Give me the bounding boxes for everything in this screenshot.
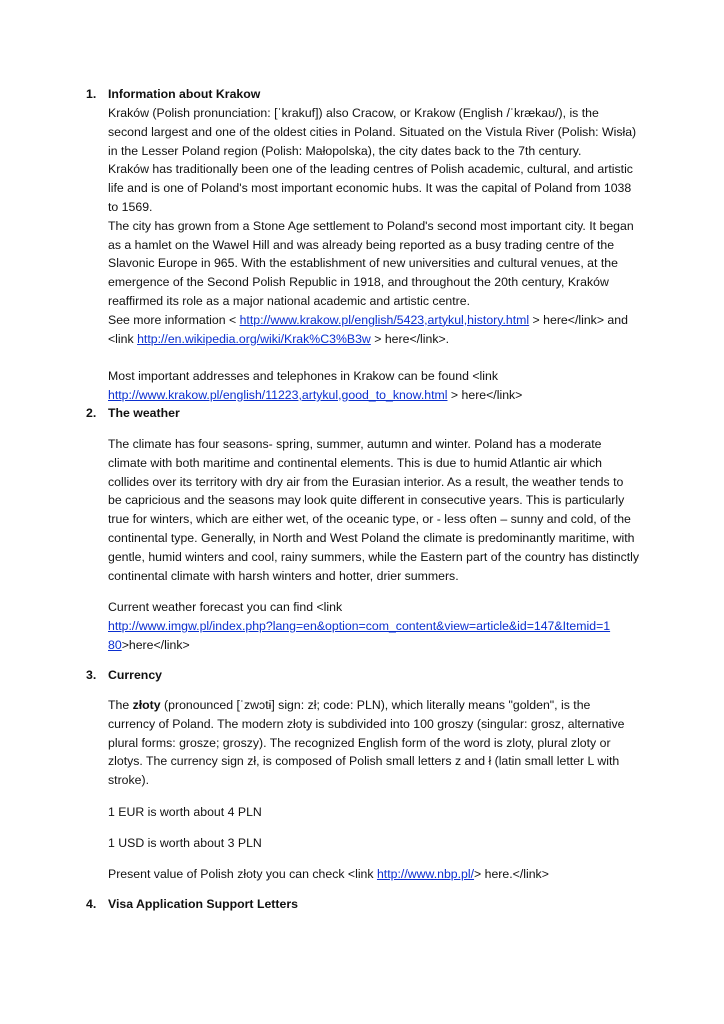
more-info-text: See more information < [108, 312, 240, 327]
section-2-number: 2. [86, 406, 97, 420]
addresses-text: Most important addresses and telephones in Krakow can be found <link [108, 369, 498, 384]
krakow-addresses [108, 367, 640, 405]
krakow-paragraph-2: Kraków has traditionally been one of the leading centres of Polish academic, cultural, and artistic life and is one of Poland's most important economic hubs. It was the capital of Poland from 1038 to 1569. [108, 162, 633, 214]
section-3-heading: Currency [108, 668, 162, 682]
krakow-paragraph-1: Kraków (Polish pronunciation: [ˈkrakuf]) also Cracow, or Krakow (English /ˈkrækaʊ/), is the second largest and one of the oldest cities in Poland. Situated on the Vistula River (Polish: Wisła) in the Lesser Poland region (Polish: Małopolska), the city dates back to the 7th century. [108, 106, 637, 158]
nbp-link[interactable]: http://www.nbp.pl/ [376, 867, 475, 881]
present-value: Present value of Polish złoty you can check <link http://www.nbp.pl/> here.</link> [108, 867, 549, 881]
section-1-heading: Information about Krakow [108, 87, 261, 101]
weather-paragraph: The climate has four seasons- spring, summer, autumn and winter. Poland has a moderate climate with both maritime and continental elements. This is due to humid Atlantic air which collides over its territory with dry air from the Eurasian interior. As a result, the weather tends to be capricious and the seasons may look quite different in consecutive years. This is particularly true for winters, which are either wet, of the oceanic type, or - less often – sunny and cold, of the continental type. Generally, in North and West Poland the climate is predominantly maritime, with gentle, humid winters and cool, rainy summers, while the Eastern part of the country has distinctly continental climate with harsh winters and hotter, drier summers. [108, 437, 640, 583]
forecast-text: Current weather forecast you can find <link [108, 600, 343, 614]
section-4-number: 4. [86, 897, 97, 911]
section-4-heading: Visa Application Support Letters [108, 897, 298, 911]
krakow-paragraph-3: The city has grown from a Stone Age settlement to Poland's second most important city. It began as a hamlet on the Wawel Hill and was already being reported as a busy trading centre of the Slavonic Europe in 965. With the establishment of new universities and cultural venues, at the emergence of the Second Polish Republic in 1918, and throughout the 20th century, Kraków reaffirmed its role as a major national academic and artistic centre. [108, 218, 634, 308]
section-3-number: 3. [86, 668, 97, 682]
imgw-forecast-link[interactable]: http://www.imgw.pl/index.php?lang=en&option=com_content&view=article&id=147&Itemid=1 80 [108, 618, 611, 652]
section-1-number: 1. [86, 87, 97, 101]
currency-paragraph: The złoty (pronounced [ˈzwɔtɨ] sign: zł; code: PLN), which literally means "golden", is the currency of Poland. The modern złoty is subdivided into 100 groszy (singular: grosz, alternative plural forms: grosze; groszy). The recognized English form of the word is zloty, plural zloty or zlotys. The currency sign zł, is composed of Polish small letters z and ł (latin small letter L with stroke). [108, 698, 625, 788]
section-2-heading: The weather [108, 406, 180, 420]
spacer [108, 348, 640, 367]
zloty-term: złoty [132, 698, 161, 712]
more-info-mid-text: > here</link> and <link [108, 312, 628, 346]
forecast-end-text: >here</link> [121, 637, 190, 652]
more-info-end-text: > here</link>. [370, 331, 450, 346]
usd-rate: 1 USD is worth about 3 PLN [108, 836, 262, 850]
section-1-body [108, 104, 640, 405]
eur-rate: 1 EUR is worth about 4 PLN [108, 805, 262, 819]
krakow-more-info [108, 311, 640, 349]
wikipedia-link[interactable]: http://en.wikipedia.org/wiki/Krak%C3%B3w [137, 331, 371, 346]
good-to-know-link[interactable]: http://www.krakow.pl/english/11223,artykul,good_to_know.html [108, 387, 448, 402]
krakow-history-link[interactable]: http://www.krakow.pl/english/5423,artykul,history.html [239, 312, 530, 327]
addresses-end-text: > here</link> [447, 387, 523, 402]
weather-forecast [108, 598, 640, 654]
